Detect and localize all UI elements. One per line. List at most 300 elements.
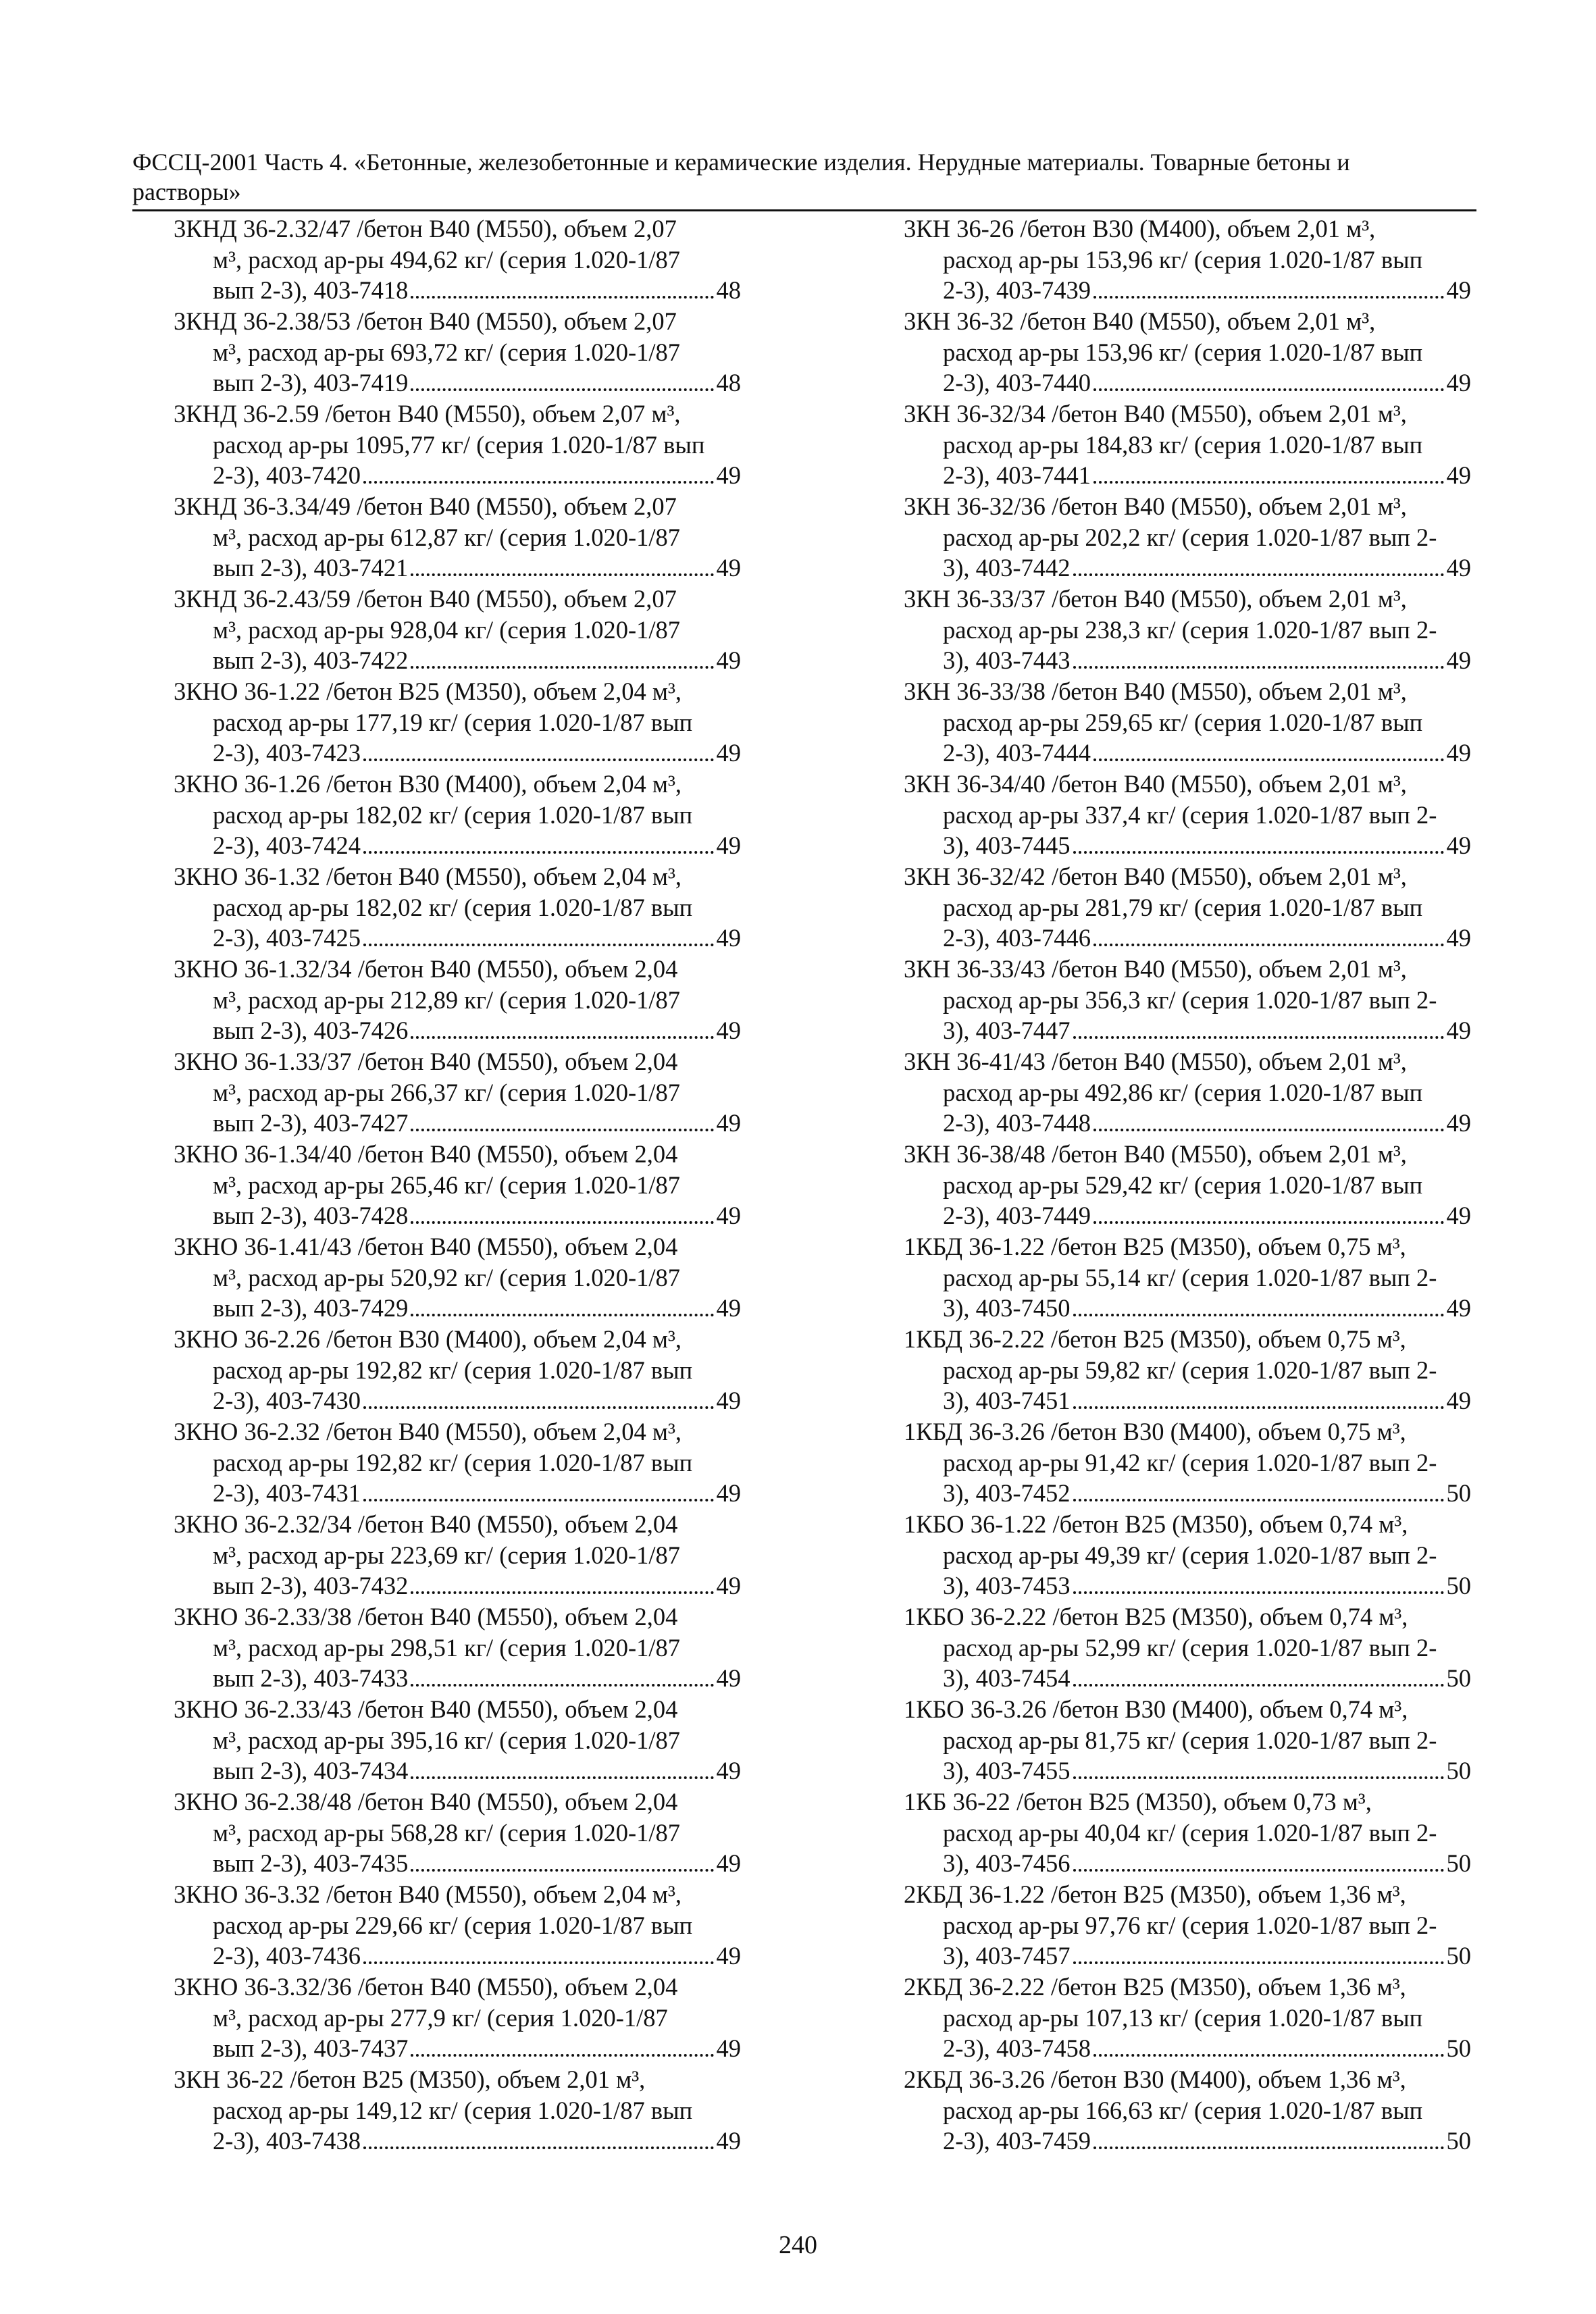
entry-page-number: 48 [716,369,741,397]
entry-reference-line [904,1940,1471,1972]
entry-reference-line [174,1848,741,1879]
entry-title: 3КН 36-33/38 /бетон В40 (М550), объем 2,01 м³, [904,677,1407,705]
entry-reference-line [904,923,1471,954]
entry-code: 2-3), 403-7446 [943,924,1091,952]
entry-code: 3), 403-7450 [943,1294,1071,1322]
index-entry [904,676,1471,769]
entry-reference-line [904,1293,1471,1324]
entry-details: расход ар-ры 529,42 кг/ (серия 1.020-1/87 вып [943,1171,1423,1199]
entry-details: расход ар-ры 97,76 кг/ (серия 1.020-1/87 вып 2- [943,1911,1437,1939]
entry-reference-line [174,2033,741,2064]
entry-reference-line [174,1385,741,1416]
index-entry [904,1601,1471,1694]
entry-page-number: 50 [1446,1757,1471,1785]
entry-page-number: 49 [716,2034,741,2063]
entry-page-number: 48 [716,276,741,305]
entry-code: 2-3), 403-7439 [943,276,1091,305]
entry-details: расход ар-ры 229,66 кг/ (серия 1.020-1/87 вып [213,1911,693,1939]
entry-details: расход ар-ры 238,3 кг/ (серия 1.020-1/87 вып 2- [943,615,1437,644]
entry-details: м³, расход ар-ры 568,28 кг/ (серия 1.020-1/87 [213,1818,681,1847]
entry-code: 2-3), 403-7444 [943,739,1091,767]
header-divider [132,209,1476,211]
dot-leader [363,1406,714,1409]
entry-page-number: 50 [1446,1849,1471,1878]
entry-title: 3КНО 36-3.32 /бетон В40 (М550), объем 2,04 м³, [174,1880,682,1908]
entry-code: вып 2-3), 403-7428 [213,1202,409,1230]
entry-title: 1КБО 36-3.26 /бетон В30 (М400), объем 0,74 м³, [904,1695,1408,1723]
entry-title: 3КНО 36-2.32/34 /бетон В40 (М550), объем 2,04 [174,1510,678,1538]
page-number: 240 [779,2231,817,2259]
entry-details: расход ар-ры 281,79 кг/ (серия 1.020-1/87 вып [943,893,1423,921]
index-entry [904,306,1471,398]
index-entry [174,1416,741,1509]
dot-leader [1073,1499,1444,1501]
dot-leader [363,2146,714,2149]
dot-leader [1073,1961,1444,1964]
entry-code: 2-3), 403-7430 [213,1387,361,1415]
entry-reference-line [904,1663,1471,1694]
entry-title: 3КН 36-26 /бетон В30 (М400), объем 2,01 м³, [904,215,1376,242]
entry-title: 3КНО 36-1.32 /бетон В40 (М550), объем 2,04 м³, [174,863,682,890]
dot-leader [1073,573,1444,576]
entry-code: вып 2-3), 403-7435 [213,1849,409,1878]
entry-details: расход ар-ры 149,12 кг/ (серия 1.020-1/87 вып [213,2096,693,2124]
entry-reference-line [904,1755,1471,1786]
dot-leader [1093,944,1444,946]
running-header-line-2: растворы» [132,178,241,205]
entry-details: расход ар-ры 153,96 кг/ (серия 1.020-1/87 вып [943,245,1423,274]
entry-page-number: 50 [1446,2127,1471,2155]
dot-leader [1093,759,1444,761]
index-entry [174,1879,741,1972]
entry-page-number: 49 [716,1294,741,1322]
index-entry [174,1786,741,1879]
dot-leader [363,944,714,946]
dot-leader [1073,1776,1444,1779]
dot-leader [363,851,714,854]
index-entry [174,213,741,306]
entry-page-number: 49 [1446,554,1471,582]
entry-details: м³, расход ар-ры 277,9 кг/ (серия 1.020-1/87 [213,2003,668,2032]
index-entry [174,398,741,491]
entry-reference-line [904,1848,1471,1879]
entry-title: 3КНО 36-2.33/43 /бетон В40 (М550), объем 2,04 [174,1695,678,1723]
dot-leader [411,1591,713,1594]
entry-title: 1КБ 36-22 /бетон В25 (М350), объем 0,73 м³, [904,1788,1372,1816]
entry-details: м³, расход ар-ры 395,16 кг/ (серия 1.020-1/87 [213,1726,681,1754]
entry-title: 3КНО 36-1.22 /бетон В25 (М350), объем 2,04 м³, [174,677,682,705]
entry-title: 3КН 36-34/40 /бетон В40 (М550), объем 2,01 м³, [904,770,1407,798]
entry-title: 3КНО 36-2.38/48 /бетон В40 (М550), объем 2,04 [174,1788,678,1816]
index-entry [904,491,1471,584]
dot-leader [363,1961,714,1964]
entry-title: 3КНО 36-3.32/36 /бетон В40 (М550), объем 2,04 [174,1973,678,2001]
entry-details: м³, расход ар-ры 612,87 кг/ (серия 1.020-1/87 [213,523,681,551]
entry-page-number: 49 [716,1942,741,1970]
entry-code: вып 2-3), 403-7427 [213,1109,409,1137]
entry-title: 3КНО 36-1.33/37 /бетон В40 (М550), объем 2,04 [174,1048,678,1075]
entry-details: расход ар-ры 356,3 кг/ (серия 1.020-1/87 вып 2- [943,985,1437,1014]
dot-leader [411,1036,713,1039]
entry-title: 3КН 36-32/34 /бетон В40 (М550), объем 2,01 м³, [904,400,1407,428]
entry-reference-line [174,1663,741,1694]
dot-leader [1093,481,1444,484]
index-entry [904,1786,1471,1879]
dot-leader [411,666,713,669]
dot-leader [1093,1221,1444,1224]
entry-code: вып 2-3), 403-7433 [213,1664,409,1693]
dot-leader [411,388,713,391]
entry-code: вып 2-3), 403-7426 [213,1017,409,1045]
entry-title: 3КНО 36-1.32/34 /бетон В40 (М550), объем 2,04 [174,955,678,983]
entry-title: 2КБД 36-1.22 /бетон В25 (М350), объем 1,36 м³, [904,1880,1406,1908]
dot-leader [1073,1314,1444,1316]
entry-code: 3), 403-7451 [943,1387,1071,1415]
entry-reference-line [174,2126,741,2157]
entry-page-number: 49 [716,831,741,860]
entry-code: 3), 403-7447 [943,1017,1071,1045]
entry-reference-line [904,2126,1471,2157]
entry-code: 2-3), 403-7440 [943,369,1091,397]
entry-reference-line [174,275,741,306]
index-entry [174,1046,741,1139]
entry-reference-line [174,1570,741,1601]
index-entry [904,2064,1471,2157]
index-entry [174,1139,741,1231]
dot-leader [363,759,714,761]
index-entry [904,1509,1471,1601]
entry-title: 3КН 36-32/42 /бетон В40 (М550), объем 2,01 м³, [904,863,1407,890]
index-entry [904,1694,1471,1786]
entry-reference-line [174,830,741,861]
entry-code: 3), 403-7456 [943,1849,1071,1878]
entry-page-number: 49 [716,1017,741,1045]
entry-page-number: 49 [716,924,741,952]
dot-leader [411,1221,713,1224]
index-entry [904,1046,1471,1139]
entry-page-number: 49 [1446,1202,1471,1230]
index-entry [904,1416,1471,1509]
entry-code: 3), 403-7445 [943,831,1071,860]
entry-reference-line [904,2033,1471,2064]
entry-details: расход ар-ры 59,82 кг/ (серия 1.020-1/87 вып 2- [943,1356,1437,1384]
entry-title: 3КНД 36-2.38/53 /бетон В40 (М550), объем 2,07 [174,307,677,335]
entry-page-number: 49 [716,554,741,582]
entry-reference-line [904,1200,1471,1231]
entry-details: м³, расход ар-ры 520,92 кг/ (серия 1.020-1/87 [213,1263,681,1291]
entry-page-number: 49 [716,1572,741,1600]
index-entry [174,491,741,584]
dot-leader [411,1314,713,1316]
entry-page-number: 49 [1446,831,1471,860]
entry-title: 1КБО 36-2.22 /бетон В25 (М350), объем 0,74 м³, [904,1603,1408,1630]
entry-code: 2-3), 403-7431 [213,1479,361,1508]
entry-details: расход ар-ры 337,4 кг/ (серия 1.020-1/87 вып 2- [943,800,1437,829]
entry-details: м³, расход ар-ры 266,37 кг/ (серия 1.020-1/87 [213,1078,681,1106]
index-entry [174,1601,741,1694]
entry-title: 3КН 36-33/37 /бетон В40 (М550), объем 2,01 м³, [904,585,1407,613]
entry-code: вып 2-3), 403-7429 [213,1294,409,1322]
entry-page-number: 49 [716,1664,741,1693]
running-header-line-1: ФССЦ-2001 Часть 4. «Бетонные, железобетонные и керамические изделия. Нерудные материалы. Товарные бетоны и [132,149,1350,176]
dot-leader [363,1499,714,1501]
entry-reference-line [904,1015,1471,1046]
entry-title: 2КБД 36-3.26 /бетон В30 (М400), объем 1,36 м³, [904,2065,1406,2093]
entry-page-number: 49 [1446,739,1471,767]
entry-code: 2-3), 403-7424 [213,831,361,860]
entry-code: вып 2-3), 403-7419 [213,369,409,397]
entry-details: м³, расход ар-ры 928,04 кг/ (серия 1.020-1/87 [213,615,681,644]
entry-page-number: 49 [1446,461,1471,490]
running-header [132,147,1476,207]
entry-reference-line [174,1015,741,1046]
entry-reference-line [174,1108,741,1139]
entry-details: расход ар-ры 192,82 кг/ (серия 1.020-1/87 вып [213,1356,693,1384]
entry-title: 3КНД 36-2.59 /бетон В40 (М550), объем 2,07 м³, [174,400,681,428]
index-entry [174,861,741,954]
entry-page-number: 49 [716,1109,741,1137]
entry-code: вып 2-3), 403-7432 [213,1572,409,1600]
index-entry [904,954,1471,1046]
entry-code: вып 2-3), 403-7422 [213,646,409,675]
entry-details: м³, расход ар-ры 223,69 кг/ (серия 1.020-1/87 [213,1541,681,1569]
entry-details: расход ар-ры 177,19 кг/ (серия 1.020-1/87 вып [213,708,693,736]
dot-leader [1093,2054,1444,2057]
entry-page-number: 49 [716,1849,741,1878]
dot-leader [411,573,713,576]
entry-page-number: 49 [1446,1017,1471,1045]
entry-code: 2-3), 403-7420 [213,461,361,490]
entry-page-number: 49 [1446,646,1471,675]
index-entry [904,1972,1471,2064]
dot-leader [1073,1591,1444,1594]
entry-page-number: 49 [716,2127,741,2155]
entry-page-number: 49 [716,1479,741,1508]
entry-code: 2-3), 403-7423 [213,739,361,767]
index-entry [174,2064,741,2157]
entry-details: расход ар-ры 40,04 кг/ (серия 1.020-1/87 вып 2- [943,1818,1437,1847]
entry-reference-line [904,460,1471,491]
entry-reference-line [174,1940,741,1972]
entry-code: 3), 403-7452 [943,1479,1071,1508]
entry-reference-line [904,830,1471,861]
entry-page-number: 49 [716,461,741,490]
entry-code: 3), 403-7454 [943,1664,1071,1693]
entry-code: 2-3), 403-7438 [213,2127,361,2155]
entry-code: 2-3), 403-7449 [943,1202,1091,1230]
entry-reference-line [904,275,1471,306]
entry-details: расход ар-ры 49,39 кг/ (серия 1.020-1/87 вып 2- [943,1541,1437,1569]
entry-title: 3КНО 36-1.26 /бетон В30 (М400), объем 2,04 м³, [174,770,682,798]
entry-title: 3КНО 36-1.41/43 /бетон В40 (М550), объем 2,04 [174,1233,678,1260]
entry-title: 3КНД 36-3.34/49 /бетон В40 (М550), объем 2,07 [174,492,677,520]
entry-details: расход ар-ры 81,75 кг/ (серия 1.020-1/87 вып 2- [943,1726,1437,1754]
entry-reference-line [174,923,741,954]
entry-code: 3), 403-7453 [943,1572,1071,1600]
dot-leader [1073,1869,1444,1872]
entry-reference-line [174,645,741,676]
entry-page-number: 50 [1446,2034,1471,2063]
left-index-column [174,213,741,2157]
entry-title: 3КНО 36-1.34/40 /бетон В40 (М550), объем 2,04 [174,1140,678,1168]
entry-code: 3), 403-7455 [943,1757,1071,1785]
entry-code: 2-3), 403-7441 [943,461,1091,490]
entry-reference-line [174,1293,741,1324]
entry-page-number: 49 [1446,1387,1471,1415]
entry-details: расход ар-ры 107,13 кг/ (серия 1.020-1/87 вып [943,2003,1423,2032]
index-entry [904,398,1471,491]
entry-reference-line [174,1755,741,1786]
dot-leader [1073,1684,1444,1687]
dot-leader [363,481,714,484]
dot-leader [411,1684,713,1687]
entry-code: 3), 403-7457 [943,1942,1071,1970]
entry-code: 2-3), 403-7458 [943,2034,1091,2063]
entry-code: 2-3), 403-7448 [943,1109,1091,1137]
entry-code: вып 2-3), 403-7437 [213,2034,409,2063]
entry-reference-line [904,367,1471,398]
entry-page-number: 50 [1446,1664,1471,1693]
index-entry [904,769,1471,861]
index-entry [904,1139,1471,1231]
entry-page-number: 49 [1446,276,1471,305]
entry-details: расход ар-ры 259,65 кг/ (серия 1.020-1/87 вып [943,708,1423,736]
entry-title: 1КБД 36-3.26 /бетон В30 (М400), объем 0,75 м³, [904,1418,1406,1445]
entry-code: вып 2-3), 403-7434 [213,1757,409,1785]
entry-details: расход ар-ры 492,86 кг/ (серия 1.020-1/87 вып [943,1078,1423,1106]
entry-title: 3КН 36-41/43 /бетон В40 (М550), объем 2,01 м³, [904,1048,1407,1075]
entry-title: 1КБД 36-2.22 /бетон В25 (М350), объем 0,75 м³, [904,1325,1406,1353]
index-entry [174,306,741,398]
entry-details: расход ар-ры 55,14 кг/ (серия 1.020-1/87 вып 2- [943,1263,1437,1291]
entry-details: расход ар-ры 91,42 кг/ (серия 1.020-1/87 вып 2- [943,1448,1437,1476]
index-entry [174,1509,741,1601]
entry-details: расход ар-ры 182,02 кг/ (серия 1.020-1/87 вып [213,893,693,921]
index-entry [174,954,741,1046]
dot-leader [411,2054,713,2057]
entry-title: 1КБО 36-1.22 /бетон В25 (М350), объем 0,74 м³, [904,1510,1408,1538]
entry-code: 3), 403-7442 [943,554,1071,582]
entry-details: м³, расход ар-ры 693,72 кг/ (серия 1.020-1/87 [213,338,681,366]
index-entry [904,213,1471,306]
entry-title: 3КН 36-32/36 /бетон В40 (М550), объем 2,01 м³, [904,492,1407,520]
entry-title: 3КНО 36-2.32 /бетон В40 (М550), объем 2,04 м³, [174,1418,682,1445]
index-entry [174,1231,741,1324]
dot-leader [1093,2146,1444,2149]
entry-reference-line [174,367,741,398]
entry-page-number: 49 [1446,1109,1471,1137]
entry-details: м³, расход ар-ры 265,46 кг/ (серия 1.020-1/87 [213,1171,681,1199]
index-entry [174,1324,741,1416]
entry-reference-line [174,738,741,769]
entry-page-number: 49 [716,1757,741,1785]
entry-title: 3КНД 36-2.32/47 /бетон В40 (М550), объем 2,07 [174,215,677,242]
entry-code: 2-3), 403-7425 [213,924,361,952]
dot-leader [411,1129,713,1131]
entry-details: расход ар-ры 1095,77 кг/ (серия 1.020-1/87 вып [213,430,705,459]
entry-page-number: 50 [1446,1479,1471,1508]
entry-page-number: 49 [716,739,741,767]
index-entry [174,769,741,861]
entry-reference-line [174,1200,741,1231]
entry-code: вып 2-3), 403-7421 [213,554,409,582]
dot-leader [1093,296,1444,299]
entry-details: расход ар-ры 184,83 кг/ (серия 1.020-1/87 вып [943,430,1423,459]
index-entry [174,584,741,676]
entry-reference-line [904,645,1471,676]
entry-title: 3КН 36-33/43 /бетон В40 (М550), объем 2,01 м³, [904,955,1407,983]
entry-page-number: 49 [716,1202,741,1230]
right-index-column [904,213,1471,2157]
entry-code: вып 2-3), 403-7418 [213,276,409,305]
entry-code: 2-3), 403-7459 [943,2127,1091,2155]
dot-leader [1093,388,1444,391]
entry-details: расход ар-ры 182,02 кг/ (серия 1.020-1/87 вып [213,800,693,829]
index-entry [904,584,1471,676]
entry-reference-line [174,552,741,584]
dot-leader [411,1869,713,1872]
entry-title: 2КБД 36-2.22 /бетон В25 (М350), объем 1,36 м³, [904,1973,1406,2001]
dot-leader [1093,1129,1444,1131]
entry-reference-line [174,1478,741,1509]
entry-page-number: 50 [1446,1942,1471,1970]
entry-reference-line [904,1478,1471,1509]
entry-reference-line [904,1385,1471,1416]
entry-details: м³, расход ар-ры 494,62 кг/ (серия 1.020-1/87 [213,245,681,274]
entry-title: 3КНД 36-2.43/59 /бетон В40 (М550), объем 2,07 [174,585,677,613]
index-entry [904,1879,1471,1972]
entry-reference-line [904,1570,1471,1601]
dot-leader [1073,1406,1444,1409]
entry-code: 2-3), 403-7436 [213,1942,361,1970]
entry-details: расход ар-ры 166,63 кг/ (серия 1.020-1/87 вып [943,2096,1423,2124]
index-entry [904,1231,1471,1324]
index-entry [904,861,1471,954]
entry-page-number: 49 [716,1387,741,1415]
dot-leader [411,296,713,299]
entry-reference-line [174,460,741,491]
entry-code: 3), 403-7443 [943,646,1071,675]
entry-details: расход ар-ры 192,82 кг/ (серия 1.020-1/87 вып [213,1448,693,1476]
entry-reference-line [904,1108,1471,1139]
entry-title: 3КН 36-32 /бетон В40 (М550), объем 2,01 м³, [904,307,1376,335]
dot-leader [1073,666,1444,669]
entry-title: 3КНО 36-2.33/38 /бетон В40 (М550), объем 2,04 [174,1603,678,1630]
entry-title: 3КНО 36-2.26 /бетон В30 (М400), объем 2,04 м³, [174,1325,682,1353]
index-entry [904,1324,1471,1416]
entry-page-number: 49 [1446,924,1471,952]
dot-leader [1073,1036,1444,1039]
entry-title: 3КН 36-38/48 /бетон В40 (М550), объем 2,01 м³, [904,1140,1407,1168]
dot-leader [1073,851,1444,854]
entry-page-number: 49 [716,646,741,675]
index-entry [174,1972,741,2064]
entry-title: 1КБД 36-1.22 /бетон В25 (М350), объем 0,75 м³, [904,1233,1406,1260]
entry-page-number: 50 [1446,1572,1471,1600]
entry-details: расход ар-ры 153,96 кг/ (серия 1.020-1/87 вып [943,338,1423,366]
entry-reference-line [904,552,1471,584]
index-entry [174,1694,741,1786]
entry-details: расход ар-ры 202,2 кг/ (серия 1.020-1/87 вып 2- [943,523,1437,551]
entry-page-number: 49 [1446,1294,1471,1322]
dot-leader [411,1776,713,1779]
entry-title: 3КН 36-22 /бетон В25 (М350), объем 2,01 м³, [174,2065,646,2093]
entry-details: м³, расход ар-ры 298,51 кг/ (серия 1.020-1/87 [213,1633,681,1662]
index-entry [174,676,741,769]
entry-details: расход ар-ры 52,99 кг/ (серия 1.020-1/87 вып 2- [943,1633,1437,1662]
entry-reference-line [904,738,1471,769]
entry-page-number: 49 [1446,369,1471,397]
